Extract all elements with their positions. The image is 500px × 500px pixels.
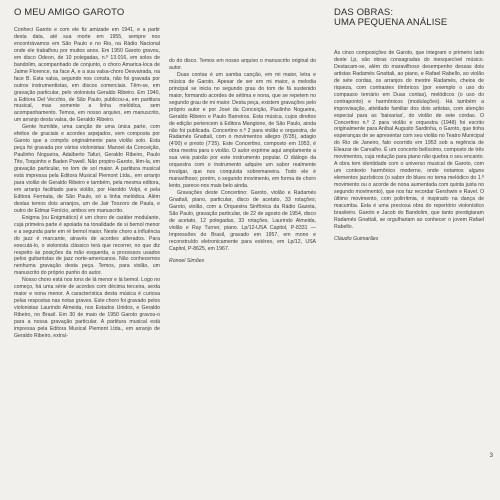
body-paragraph: Conheci Garoto e com ele fiz amizade em 1941, e a partir desta data, até sua morte em 1955, sempre nos encontrávamos em São Paulo e no Rio, na Rádio Nacional onde ele trabalhou por muitos anos. Em 1950 Garoto gravou, em disco Odeon, de 10 polegadas, n.º 13.016, em solos de bandolim, acompanhado de conjunto, o choro Amarica-loca de Jaime Florence, na face A, e a sua valsa-choro Desvairada, na face B. Esta valsa, segundo nos consta, não foi gravada por outros instrumentistas, em discos comerciais. Têm-se, em gravação particular, pelo violonista Geraldo Ribeiro. Em 1940, a Editora Del Vecchio, de São Paulo, publicou-a, em partitura musical, mas somente a linha melódica, sem acompanhamento. Temos, em nosso arquivo, em manuscrito, um arranjo desta valsa, de Geraldo Ribeiro.: [14, 27, 160, 124]
body-paragraph: do do disco. Temos em nosso arquivo o manuscrito original do autor.: [169, 58, 316, 71]
body-paragraph: Gente humilde, uma canção de uma única parte, com efeitos de graciais e acordes arpejados, vem composta por Garoto que a compôs originalmente para violão solo. Esta peça foi gravada por vários violonistas: Manoel da Conceição, Paulinho Nogueira, Adalberto Tafuri, Geraldo Ribeiro, Paulo Tito, Toquinho e Baden Powell. Não propiro-Garoto, lêm-la, em gravação particular, no tom de sol maior. A partitura musical está impressa pela Editora Musical Piemont Ltda., em arranjo para violão de Geraldo Ribeiro e também, pela mesma editora, em arranjo facilitado para violão, por Haroldo Volpi, e pela Editora Fermata, de São Paulo, só a linha melódica. Além destas temos dois arranjos, um de Jair Toozoro de Paula, e outro de Edmar Fenício, ambos em manuscrito.: [14, 124, 160, 214]
author-signature: Cláudio Guimarães: [334, 235, 379, 242]
article-column-3: [334, 8, 484, 243]
body-paragraph: Gravações deste Concertino: Garoto, violão e Radamés Gnattali, piano, particular, disco de acetato, 33 rotações; Garoto, violão, com a Orquestra Sinfônica da Rádio Gazeta, São Paulo, gravação particular, de 22 de agosto de 1954, disco de acetato, 12 polegadas, 33 rotações. Laurindo Almeida, violão e Ray Turner, piano. Lp/12-USA Capitol, P-8331 — Impressões do Brasil, gravado em 1957, em mono e reconstruído eletronicamente para estéreo, em Lp/12, USA Capitol, P-8625, em 1967.: [169, 190, 316, 252]
column-top-spacer: [169, 8, 316, 58]
body-paragraph: Enigma (ou Enigmático) é um choro de caráter modulante, cuja primeira parte é apoiada na tonalidade de si bemol menor e a segunda parte em ré bemol maior. Neste choro a influência do jazz é marcante, através de acordes alterados. Para executá-lo, o violonista clássico terá que recorrer, no que diz respeito às posições da mão esquerda, a processos usados pelos guitarristas de jazz norte-americanos. Não conhecemos nenhuma gravação desta peça. Temos, para violão, um manuscrito do próprio punho do autor.: [14, 214, 160, 277]
page-number: 3: [489, 453, 493, 459]
body-paragraph: As cinco composições de Garoto, que integram o primeiro lado deste Lp, são obras consagradas do inesquecível músico. Destacam-se, além do maravilhoso desempenho dessas dois artistas Radamés Gnattali, ao piano, e Rafael Rabello, ao violão de sete cordas, os arranjos do mestre Radamés, cheios de riqueza, com contrastes tímbricos (por exemplo o uso do compasso ternário em Duas contas), melódicos (o uso do contraponto) e harmônicos (modulações). Há também a improvisação, atividade familiar dos dois artistas, com atenção especial para as 'baixarias', do violão de sete cordas. O Concertino n.º 2 para violão e orquestra (1948) foi escrito originalmente para Aníbal Augusto Sardinha, o Garoto, que tinha esperanças de se apresentar com seu violão no Teatro Municipal do Rio de Janeiro, fato ocorrido em 1953 sob a regência de Eleazar de Carvalho. É um concerto belíssimo, composto de três movimentos, cuja redução para piano não quebra o seu encanto. A obra tem identidade com o universo musical de Garoto, com um contexto harmônico moderno, onde notamos alguns elementos jazzísticos (o sabor do blues no tema melódico do 1.º movimento ou o acorde de nona aumentada com quinta justa no segundo movimento), que nos faz recordar Gershwin e Ravel. O último movimento, com polirritmia, é inspirado na dança de macumba. Esta é uma preciosa obra do repertório violonístico brasileiro. Garoto e Jacob do Bandolim, que tanto prestigiaram Radamés Gnattali, se orgulhariam ao conhecer o jovem Rafael Rabello.: [334, 50, 484, 230]
article-column-1: [14, 8, 160, 340]
body-paragraph: Nosso choro está nos tons de lá menor e lá bemol. Logo no começo, há uma série de acordes com décima terceira, sexta maior e nona menor. A característica desta música é curiosa pelas respostas nas notas graves. Este choro foi gravado pelos violonistas Laurindo Almeida, nos Estados Unidos, e Geraldo Ribeiro, no Brasil. Em 30 de maio de 1950 Garoto gravou-o para a nossa gravação particular. A partitura musical está impressa pela Editora Musical Piemont Ltda., em arranjo de Geraldo Ribeiro, extraí-: [14, 277, 160, 339]
body-paragraph: Duas contas é um samba canção, em mi maior, letra e música de Garoto. Apesar de ser em mi maior, a melodia principal se inicia no segundo grau do tom de fá sustenido maior, formando acordes de sétima e nona, que se repetem no segundo grau de mi maior. Desta peça, existem gravações pelo próprio autor e por José da Conceição, Paulinho Nogueira, Geraldo Ribeiro e Paulo Barreiros. Esta música, cujos direitos de edição pertencem à Editora Mangione, de São Paulo, ainda não foi publicada. Concertino n.º 2 para violão e orquestra, de Radamés Gnattali, com o movimentos allegro (6'35), adagio (4'00) e presto (7'25). Este Concertino, composto em 1953, é obra mestra para o violão. O autor exprime aqui amplamente a sua veia paixão por este instrumento popular. O diálogo da orquestra com o instrumento adquire um sabor realmente invulgar, que nos conquista sobremaneira. Todo ele é maravilhoso; porém, o segundo movimento, em forma de choro lento, parece-nos mais belo ainda.: [169, 71, 316, 190]
author-signature: Ronoel Simões: [169, 257, 205, 264]
analysis-title-line-1: DAS OBRAS:: [334, 7, 394, 18]
analysis-title-line-2: UMA PEQUENA ANÁLISE: [334, 17, 448, 28]
article-column-2: [169, 8, 316, 265]
analysis-title: [334, 8, 484, 28]
article-title: O MEU AMIGO GAROTO: [14, 7, 125, 18]
